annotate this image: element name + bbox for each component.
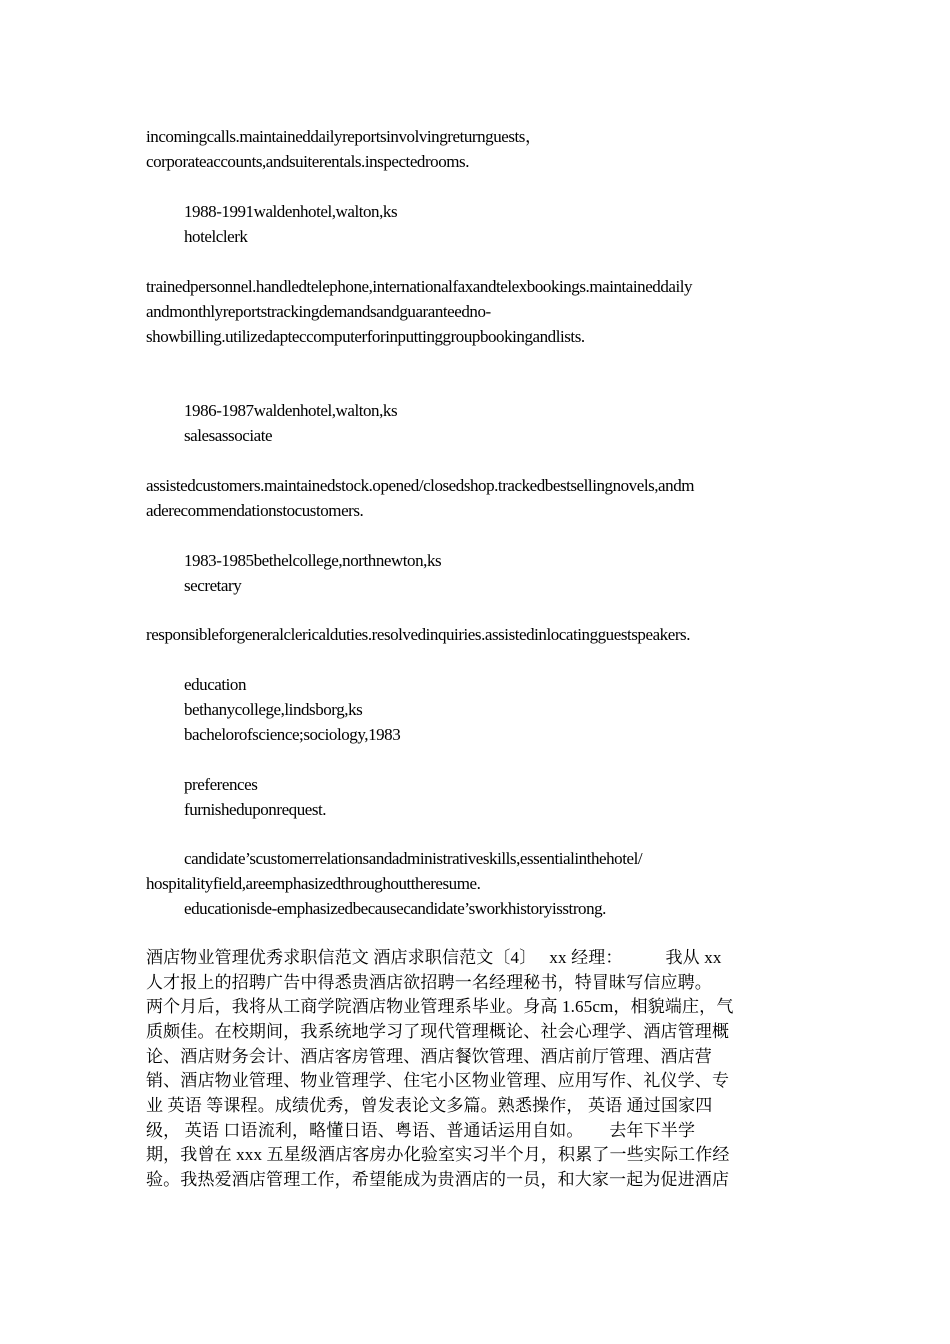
education-degree: bachelorofscience;sociology,1983 [184,725,401,744]
references-text: furnisheduponrequest. [184,800,327,819]
cover-letter-line: 销、酒店物业管理、物业管理学、住宅小区物业管理、应用写作、礼仪学、专 [146,1071,730,1090]
resume-text-line: corporateaccounts,andsuiterentals.inspectedrooms. [146,152,470,171]
references-heading: preferences [184,775,258,794]
cover-letter-line: 两个月后，我将从工商学院酒店物业管理系毕业。身高 1.65cm，相貌端庄，气 [146,997,734,1016]
education-school: bethanycollege,lindsborg,ks [184,700,363,719]
job-dates-location: 1988-1991waldenhotel,walton,ks [184,202,398,221]
cover-letter-line: 期，我曾在 xxx 五星级酒店客房办化验室实习半个月，积累了一些实际工作经 [146,1145,730,1164]
job-title: salesassociate [184,426,273,445]
job-title: secretary [184,576,242,595]
cover-letter-line: 人才报上的招聘广告中得悉贵酒店欲招聘一名经理秘书，特冒昧写信应聘。 [146,973,712,992]
job-description-line: showbilling.utilizedapteccomputerforinputtinggroupbookingandlists. [146,327,585,346]
cover-letter-line: 级， 英语 口语流利，略懂日语、粤语、普通话运用自如。 去年下半学 [146,1121,696,1140]
cover-letter-line: 业 英语 等课程。成绩优秀，曾发表论文多篇。熟悉操作， 英语 通过国家四 [146,1096,713,1115]
resume-note-line: educationisde-emphasizedbecausecandidate’sworkhistoryisstrong. [184,899,606,918]
resume-text-line: incomingcalls.maintaineddailyreportsinvolvingreturnguests， [146,127,542,146]
job-title: hotelclerk [184,227,248,246]
cover-letter-line: 验。我热爱酒店管理工作，希望能成为贵酒店的一员，和大家一起为促进酒店 [146,1170,730,1189]
job-description-line: andmonthlyreportstrackingdemandsandguaranteedno- [146,302,491,321]
resume-note-line: hospitalityfield,areemphasizedthroughouttheresume. [146,874,481,893]
resume-note-line: candidate’scustomerrelationsandadministrativeskills,essentialinthehotel/ [184,849,643,868]
job-description-line: trainedpersonnel.handledtelephone,internationalfaxandtelexbookings.maintaineddaily [146,277,693,296]
job-description-line: aderecommendationstocustomers. [146,501,364,520]
education-heading: education [184,675,247,694]
job-description-line: responsibleforgeneralclericalduties.resolvedinquiries.assistedinlocatingguestspeakers. [146,625,690,644]
cover-letter-line: 质颇佳。在校期间，我系统地学习了现代管理概论、社会心理学、酒店管理概 [146,1022,730,1041]
cover-letter-line: 论、酒店财务会计、酒店客房管理、酒店餐饮管理、酒店前厅管理、酒店营 [146,1047,712,1066]
job-dates-location: 1986-1987waldenhotel,walton,ks [184,401,398,420]
job-dates-location: 1983-1985bethelcollege,northnewton,ks [184,551,442,570]
job-description-line: assistedcustomers.maintainedstock.opened/closedshop.trackedbestsellingnovels,andm [146,476,695,495]
cover-letter-line: 酒店物业管理优秀求职信范文 酒店求职信范文〔4〕 xx 经理： 我从 xx [146,948,722,967]
